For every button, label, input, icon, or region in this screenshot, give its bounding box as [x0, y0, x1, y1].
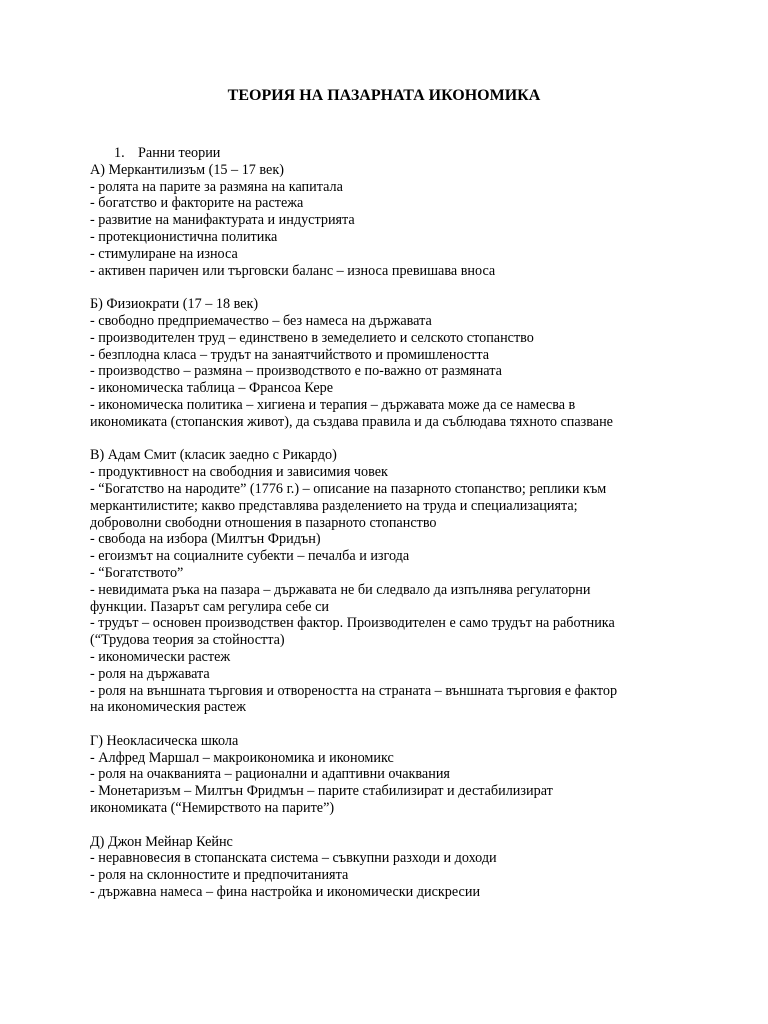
section-heading: Д) Джон Мейнар Кейнс	[90, 833, 233, 850]
section-heading: Г) Неокласическа школа	[90, 732, 239, 749]
section-line: - икономически растеж	[90, 648, 231, 665]
section-line: - производство – размяна – производството е по-важно от размяната	[90, 363, 502, 380]
section-line: - “Богатството”	[90, 564, 184, 581]
section-line: икономиката (стопанския живот), да създава правила и да съблюдава тяхното спазване	[90, 413, 613, 430]
paragraph-gap	[90, 716, 690, 733]
section-heading: В) Адам Смит (класик заедно с Рикардо)	[90, 447, 337, 464]
section-line: (“Трудова теория за стойността)	[90, 632, 285, 649]
section-line: - Монетаризъм – Милтън Фридмън – парите стабилизират и дестабилизират	[90, 783, 553, 800]
section-line: - ролята на парите за размяна на капитала	[90, 178, 343, 195]
section-heading: Б) Физиократи (17 – 18 век)	[90, 296, 259, 313]
section-line: на икономическия растеж	[90, 699, 246, 716]
paragraph-gap	[90, 817, 690, 834]
section-line: - роля на държавата	[90, 665, 210, 682]
section-line: - роля на очакванията – рационални и адаптивни очаквания	[90, 766, 450, 783]
section-line: - богатство и факторите на растежа	[90, 195, 304, 212]
section-line: - Алфред Маршал – макроикономика и икономикс	[90, 749, 394, 766]
paragraph-gap	[90, 279, 690, 296]
section-line: доброволни свободни отношения в пазарното стопанство	[90, 514, 437, 531]
paragraph-gap	[90, 431, 690, 448]
section-line: - продуктивност на свободния и зависимия човек	[90, 464, 388, 481]
section-line: - “Богатство на народите” (1776 г.) – описание на пазарното стопанство; реплики към	[90, 480, 607, 497]
section-line: - неравновесия в стопанската система – съвкупни разходи и доходи	[90, 850, 497, 867]
section-line: - роля на склонностите и предпочитанията	[90, 867, 349, 884]
section-line: - невидимата ръка на пазара – държавата не би следвало да изпълнява регулаторни	[90, 581, 591, 598]
document-body	[90, 145, 690, 901]
section-line: - развитие на манифактурата и индустрията	[90, 212, 355, 229]
section-line: - свобода на избора (Милтън Фридън)	[90, 531, 321, 548]
section-line: - безплодна класа – трудът на занаятчийството и промишлеността	[90, 346, 490, 363]
section-line: - икономическа таблица – Франсоа Кере	[90, 380, 334, 397]
document-title: ТЕОРИЯ НА ПАЗАРНАТА ИКОНОМИКА	[227, 87, 541, 104]
section-line: икономиката (“Немирството на парите”)	[90, 800, 335, 817]
list-label: Ранни теории	[138, 145, 221, 161]
section-line: - протекционистична политика	[90, 228, 278, 245]
section-line: - свободно предприемачество – без намеса на държавата	[90, 312, 432, 329]
section-line: меркантилистите; какво представлява разделението на труда и специализацията;	[90, 497, 578, 514]
section-line: - икономическа политика – хигиена и терапия – държавата може да се намесва в	[90, 396, 576, 413]
section-line: - производителен труд – единствено в земеделието и селското стопанство	[90, 329, 534, 346]
section-line: - трудът – основен производствен фактор. Производителен е само трудът на работника	[90, 615, 615, 632]
section-line: - егоизмът на социалните субекти – печалба и изгода	[90, 548, 410, 565]
list-number: 1.	[114, 145, 125, 161]
section-line: функции. Пазарът сам регулира себе си	[90, 598, 330, 615]
section-line: - активен паричен или търговски баланс – износа превишава вноса	[90, 262, 496, 279]
section-line: - държавна намеса – фина настройка и икономически дискресии	[90, 884, 481, 901]
section-heading: А) Меркантилизъм (15 – 17 век)	[90, 161, 284, 178]
section-line: - роля на външната търговия и отвореността на страната – външната търговия е фактор	[90, 682, 618, 699]
section-line: - стимулиране на износа	[90, 245, 238, 262]
numbered-list-item	[90, 145, 690, 162]
